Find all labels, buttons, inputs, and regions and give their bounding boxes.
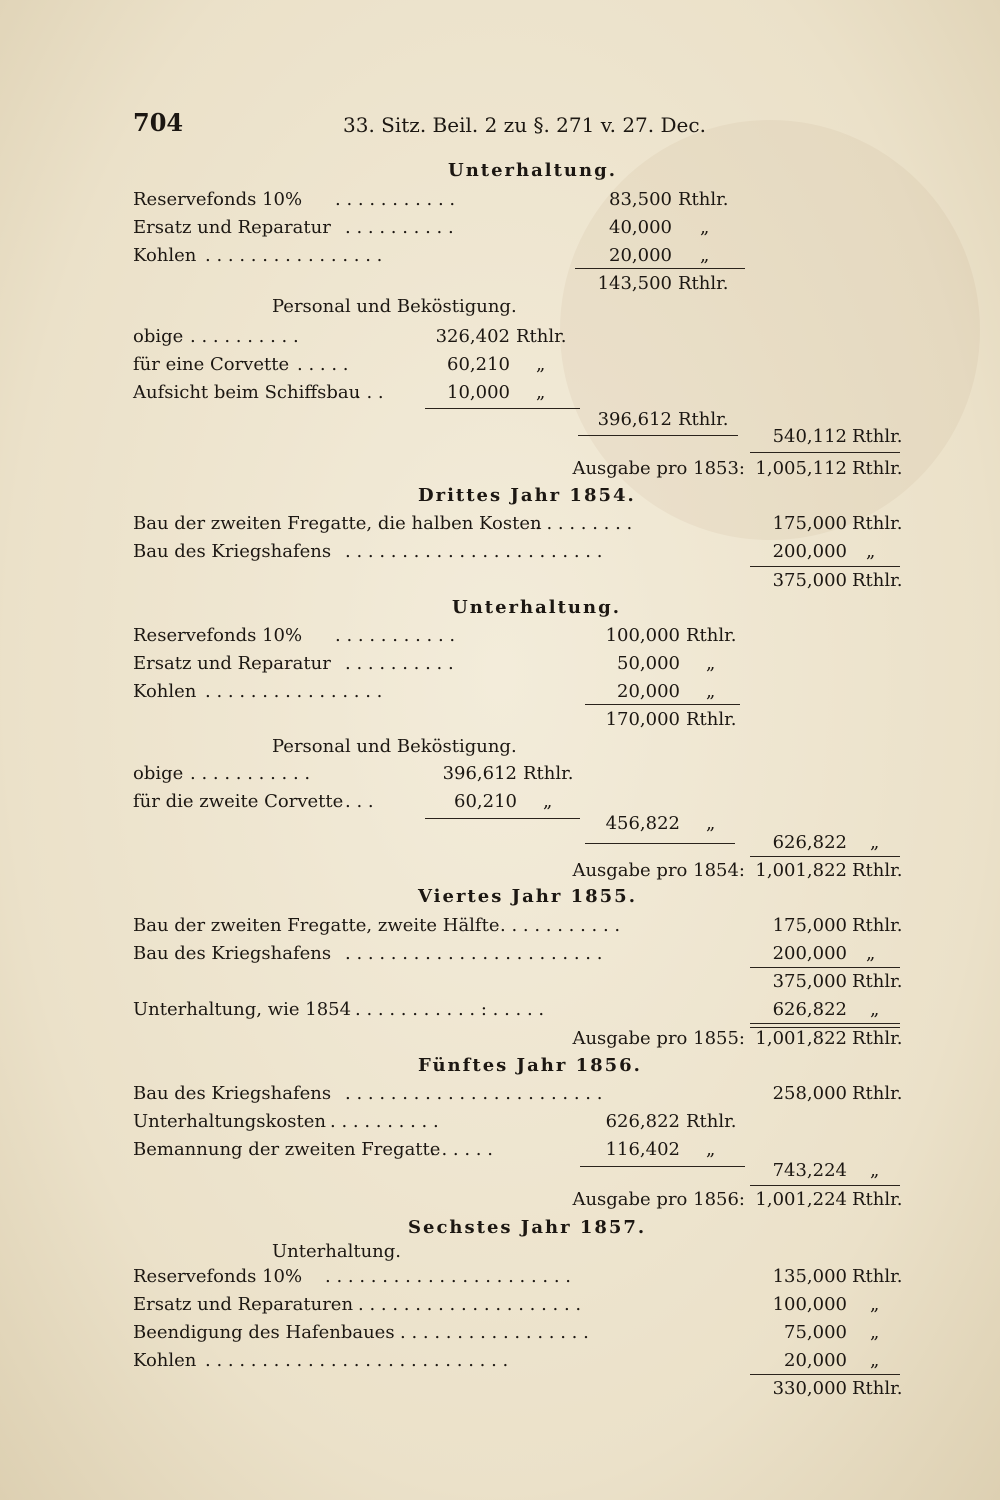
leader-dots: . . . . . . . . . . bbox=[345, 217, 454, 238]
leader-dots: . . . . . . . . . . . . . . . . . . . . . . bbox=[325, 1266, 572, 1287]
y1854-unterhaltung-amount: 20,000 bbox=[617, 681, 680, 702]
y1853-personal-heading: Personal und Beköstigung. bbox=[272, 296, 517, 317]
y1853-personal-label: obige bbox=[133, 326, 184, 347]
dash-rule bbox=[578, 435, 738, 436]
y1857-heading: Sechstes Jahr 1857. bbox=[408, 1217, 647, 1238]
y1854-personal-label: für die zweite Corvette bbox=[133, 791, 344, 812]
sum-rule bbox=[750, 1374, 900, 1375]
leader-dots: . . . . . bbox=[297, 354, 349, 375]
y1854-row-label: Bau der zweiten Fregatte, die halben Kosten bbox=[133, 513, 542, 534]
y1854-sum: 626,822 bbox=[772, 832, 847, 853]
y1853-row-unit: „ bbox=[700, 245, 710, 266]
sum-rule bbox=[585, 704, 740, 705]
y1856-row-unit: Rthlr. bbox=[852, 1083, 903, 1104]
running-head: 33. Sitz. Beil. 2 zu §. 271 v. 27. Dec. bbox=[343, 113, 706, 137]
y1855-row-label: Bau der zweiten Fregatte, zweite Hälfte bbox=[133, 915, 500, 936]
y1855-heading: Viertes Jahr 1855. bbox=[418, 886, 637, 907]
leader-dots: . . . . . . . . . . . . . . . . . . . . . . . bbox=[345, 541, 603, 562]
sum-rule bbox=[575, 268, 745, 269]
y1853-personal-amount: 10,000 bbox=[447, 382, 510, 403]
y1853-personal-unit: „ bbox=[536, 382, 546, 403]
y1854-personal-amount: 396,612 bbox=[442, 763, 517, 784]
y1857-row-label: Beendigung des Hafenbaues bbox=[133, 1322, 395, 1343]
y1854-ausgabe-unit: Rthlr. bbox=[852, 860, 903, 881]
y1855-unterhaltung-unit: „ bbox=[870, 999, 880, 1020]
page-number: 704 bbox=[133, 108, 184, 137]
y1856-row-amount: 258,000 bbox=[772, 1083, 847, 1104]
y1854-row-unit: Rthlr. bbox=[852, 513, 903, 534]
leader-dots: . . . . . . . . . . . . . . . . . . . . bbox=[358, 1294, 582, 1315]
leader-dots: . . . bbox=[345, 791, 374, 812]
y1856-ausgabe-unit: Rthlr. bbox=[852, 1189, 903, 1210]
y1855-row-unit: Rthlr. bbox=[852, 915, 903, 936]
y1857-total-unit: Rthlr. bbox=[852, 1378, 903, 1399]
y1855-unterhaltung-amount: 626,822 bbox=[772, 999, 847, 1020]
y1854-unterhaltung-amount: 50,000 bbox=[617, 653, 680, 674]
y1853-row-label: Kohlen bbox=[133, 245, 197, 266]
y1853-unterhaltung-total: 143,500 bbox=[597, 273, 672, 294]
y1854-personal-heading: Personal und Beköstigung. bbox=[272, 736, 517, 757]
y1854-personal-label: obige bbox=[133, 763, 184, 784]
y1855-unterhaltung-label: Unterhaltung, wie 1854 bbox=[133, 999, 352, 1020]
sum-rule bbox=[750, 1185, 900, 1186]
y1857-unterhaltung-heading: Unterhaltung. bbox=[272, 1241, 401, 1262]
y1854-unterhaltung-total-unit: Rthlr. bbox=[686, 709, 737, 730]
sum-rule bbox=[750, 566, 900, 567]
y1854-unterhaltung-total: 170,000 bbox=[605, 709, 680, 730]
leader-dots: . . . . . . . . . . . bbox=[335, 625, 456, 646]
leader-dots: . . . . . . . . . . bbox=[330, 1111, 439, 1132]
y1855-ausgabe-amount: 1,001,822 bbox=[755, 1028, 847, 1049]
y1857-row-label: Ersatz und Reparaturen bbox=[133, 1294, 354, 1315]
y1857-row-unit: Rthlr. bbox=[852, 1266, 903, 1287]
y1853-row-amount: 20,000 bbox=[609, 245, 672, 266]
y1854-unterhaltung-unit: „ bbox=[706, 653, 716, 674]
dash-rule bbox=[580, 1166, 745, 1167]
y1856-row-amount: 116,402 bbox=[605, 1139, 680, 1160]
y1855-row-amount: 175,000 bbox=[772, 915, 847, 936]
y1854-unterhaltung-label: Ersatz und Reparatur bbox=[133, 653, 331, 674]
y1856-ausgabe-label: Ausgabe pro 1856: bbox=[572, 1189, 745, 1210]
y1854-ausgabe-amount: 1,001,822 bbox=[755, 860, 847, 881]
y1853-unterhaltung-heading: Unterhaltung. bbox=[448, 160, 617, 181]
sum-rule bbox=[750, 452, 900, 453]
y1854-unterhaltung-unit: „ bbox=[706, 681, 716, 702]
leader-dots: . . . . . . . . . bbox=[535, 513, 633, 534]
y1857-row-amount: 20,000 bbox=[784, 1350, 847, 1371]
dash-rule bbox=[585, 843, 735, 844]
y1854-unterhaltung-unit: Rthlr. bbox=[686, 625, 737, 646]
y1853-sum: 540,112 bbox=[772, 426, 847, 447]
y1853-personal-amount: 60,210 bbox=[447, 354, 510, 375]
y1854-unterhaltung-label: Kohlen bbox=[133, 681, 197, 702]
y1856-row-label: Bau des Kriegshafens bbox=[133, 1083, 332, 1104]
y1857-row-unit: „ bbox=[870, 1350, 880, 1371]
y1853-personal-total: 396,612 bbox=[597, 409, 672, 430]
leader-dots: . . . . . . . . . . . : . . . . . bbox=[355, 999, 545, 1020]
y1856-row-label: Bemannung der zweiten Fregatte bbox=[133, 1139, 441, 1160]
y1854-personal-amount: 60,210 bbox=[454, 791, 517, 812]
y1854-unterhaltung-heading: Unterhaltung. bbox=[452, 597, 621, 618]
leader-dots: . . . . . . . . . . bbox=[190, 326, 299, 347]
y1855-row-amount: 200,000 bbox=[772, 943, 847, 964]
y1854-subtotal-unit: Rthlr. bbox=[852, 570, 903, 591]
leader-dots: . . . . . . . . . . bbox=[345, 653, 454, 674]
leader-dots: . . . . . . . . . . . . . . . . . . . . . . . . . . . bbox=[205, 1350, 509, 1371]
y1854-row-label: Bau des Kriegshafens bbox=[133, 541, 332, 562]
dash-rule bbox=[425, 818, 580, 819]
y1855-ausgabe-unit: Rthlr. bbox=[852, 1028, 903, 1049]
leader-dots: . . . . . . . . . . . . . . . . bbox=[205, 681, 383, 702]
sum-rule bbox=[750, 967, 900, 968]
y1853-row-amount: 83,500 bbox=[609, 189, 672, 210]
dash-rule bbox=[425, 408, 580, 409]
y1857-row-unit: „ bbox=[870, 1322, 880, 1343]
y1854-subtotal: 375,000 bbox=[772, 570, 847, 591]
y1853-sum-unit: Rthlr. bbox=[852, 426, 903, 447]
y1853-unterhaltung-total-unit: Rthlr. bbox=[678, 273, 729, 294]
leader-dots: . . . . . . . . . . . bbox=[190, 763, 311, 784]
y1853-personal-unit: „ bbox=[536, 354, 546, 375]
leader-dots: . . . bbox=[355, 382, 384, 403]
y1856-heading: Fünftes Jahr 1856. bbox=[418, 1055, 642, 1076]
y1857-row-label: Reservefonds 10% bbox=[133, 1266, 303, 1287]
leader-dots: . . . . . . . . . . . bbox=[500, 915, 621, 936]
y1853-row-label: Ersatz und Reparatur bbox=[133, 217, 331, 238]
y1854-unterhaltung-amount: 100,000 bbox=[605, 625, 680, 646]
y1853-row-label: Reservefonds 10% bbox=[133, 189, 303, 210]
y1856-row-amount: 626,822 bbox=[605, 1111, 680, 1132]
y1854-personal-total-unit: „ bbox=[706, 813, 716, 834]
y1857-row-amount: 100,000 bbox=[772, 1294, 847, 1315]
y1854-personal-unit: „ bbox=[543, 791, 553, 812]
y1856-ausgabe-amount: 1,001,224 bbox=[755, 1189, 847, 1210]
y1853-personal-label: für eine Corvette bbox=[133, 354, 290, 375]
y1856-row-label: Unterhaltungskosten bbox=[133, 1111, 326, 1132]
y1854-row-unit: „ bbox=[866, 541, 876, 562]
y1853-personal-unit: Rthlr. bbox=[516, 326, 567, 347]
sum-rule bbox=[750, 856, 900, 857]
leader-dots: . . . . . . bbox=[430, 1139, 493, 1160]
y1855-subtotal-unit: Rthlr. bbox=[852, 971, 903, 992]
y1854-heading: Drittes Jahr 1854. bbox=[418, 485, 636, 506]
y1853-row-unit: Rthlr. bbox=[678, 189, 729, 210]
y1854-sum-unit: „ bbox=[870, 832, 880, 853]
y1855-row-label: Bau des Kriegshafens bbox=[133, 943, 332, 964]
y1855-row-unit: „ bbox=[866, 943, 876, 964]
y1857-row-unit: „ bbox=[870, 1294, 880, 1315]
y1854-row-amount: 175,000 bbox=[772, 513, 847, 534]
y1853-personal-label: Aufsicht beim Schiffsbau bbox=[133, 382, 361, 403]
y1857-row-label: Kohlen bbox=[133, 1350, 197, 1371]
y1853-personal-amount: 326,402 bbox=[435, 326, 510, 347]
leader-dots: . . . . . . . . . . . . . . . . . . . . . . . bbox=[345, 1083, 603, 1104]
y1854-personal-total: 456,822 bbox=[605, 813, 680, 834]
y1853-row-unit: „ bbox=[700, 217, 710, 238]
leader-dots: . . . . . . . . . . . . . . . . . . . . . . . bbox=[345, 943, 603, 964]
y1853-row-amount: 40,000 bbox=[609, 217, 672, 238]
y1856-sum: 743,224 bbox=[772, 1160, 847, 1181]
leader-dots: . . . . . . . . . . . bbox=[335, 189, 456, 210]
y1855-ausgabe-label: Ausgabe pro 1855: bbox=[572, 1028, 745, 1049]
y1853-personal-total-unit: Rthlr. bbox=[678, 409, 729, 430]
y1853-ausgabe-label: Ausgabe pro 1853: bbox=[572, 458, 745, 479]
y1854-ausgabe-label: Ausgabe pro 1854: bbox=[572, 860, 745, 881]
y1856-row-unit: Rthlr. bbox=[686, 1111, 737, 1132]
y1856-row-unit: „ bbox=[706, 1139, 716, 1160]
y1853-ausgabe-amount: 1,005,112 bbox=[755, 458, 847, 479]
y1857-row-amount: 135,000 bbox=[772, 1266, 847, 1287]
leader-dots: . . . . . . . . . . . . . . . . bbox=[205, 245, 383, 266]
y1853-ausgabe-unit: Rthlr. bbox=[852, 458, 903, 479]
y1855-subtotal: 375,000 bbox=[772, 971, 847, 992]
y1856-sum-unit: „ bbox=[870, 1160, 880, 1181]
leader-dots: . . . . . . . . . . . . . . . . . bbox=[400, 1322, 589, 1343]
y1854-row-amount: 200,000 bbox=[772, 541, 847, 562]
y1857-total: 330,000 bbox=[772, 1378, 847, 1399]
y1854-personal-unit: Rthlr. bbox=[523, 763, 574, 784]
y1854-unterhaltung-label: Reservefonds 10% bbox=[133, 625, 303, 646]
y1857-row-amount: 75,000 bbox=[784, 1322, 847, 1343]
